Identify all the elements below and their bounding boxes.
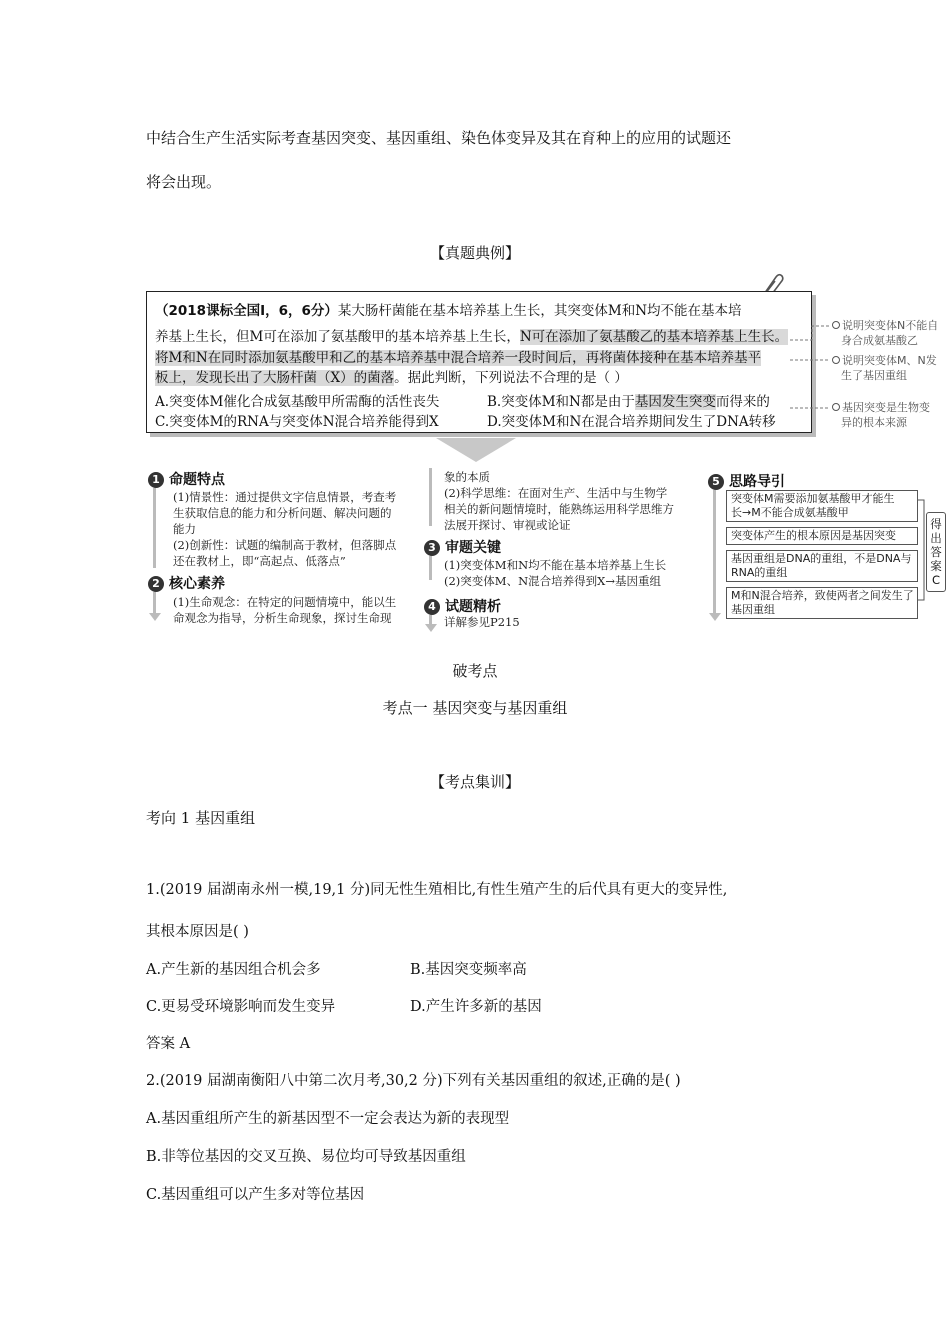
- guide-conclusion: 得出答案C: [926, 512, 946, 592]
- exam-source: （2018课标全国Ⅰ，6，6分）: [155, 303, 338, 319]
- guide-box-1: 突变体M需要添加氨基酸甲才能生 长→M不能合成氨基酸甲: [726, 490, 918, 522]
- question-1-stem-line-2: 其根本原因是( ): [146, 924, 249, 940]
- analysis-heading-1: 1 命题特点: [148, 469, 225, 489]
- question-2-option-b: B.非等位基因的交叉互换、易位均可导致基因重组: [146, 1149, 466, 1165]
- question-1-stem-line-1: 1.(2019 届湖南永州一模,19,1 分)同无性生殖相比,有性生殖产生的后代具有更大的变异性,: [146, 882, 728, 898]
- exam-stem-line-2: 养基上生长，但M可在添加了氨基酸甲的基本培养基上生长，: [155, 329, 520, 345]
- analysis-s2-continued: 象的本质 (2)科学思维：在面对生产、生活中与生物学 相关的新问题情境时，能熟练运用科学思维方 法展开探讨、审视或论证: [444, 470, 674, 532]
- note-dot-icon: [832, 403, 840, 411]
- exam-stem-line-1: 某大肠杆菌能在基本培养基上生长，其突变体M和N均不能在基本培: [337, 303, 742, 319]
- question-1-answer: 答案 A: [146, 1036, 191, 1052]
- guide-box-4: M和N混合培养，致使两者之间发生了 基因重组: [726, 587, 918, 619]
- analysis-heading-5: 5 思路导引: [708, 471, 785, 491]
- flow-line: [429, 556, 432, 580]
- analysis-s3-body: (1)突变体M和N均不能在基本培养基上生长 (2)突变体M、N混合培养得到X→基因重组: [444, 558, 667, 588]
- analysis-heading-4: 4 试题精析: [424, 596, 501, 616]
- side-note-3: 基因突变是生物变 异的根本来源: [832, 400, 930, 430]
- question-1-option-d: D.产生许多新的基因: [410, 999, 542, 1015]
- analysis-heading-2: 2 核心素养: [148, 573, 225, 593]
- section-training: 【考点集训】: [429, 773, 520, 791]
- flow-line: [429, 468, 432, 526]
- exam-option-a: A.突变体M催化合成氨基酸甲所需酶的活性丧失: [155, 394, 440, 410]
- analysis-s4-body: 详解参见P215: [444, 615, 520, 629]
- note-dot-icon: [832, 356, 840, 364]
- flow-line: [153, 592, 156, 614]
- side-note-2: 说明突变体M、N发 生了基因重组: [832, 353, 937, 383]
- exam-highlight-mix: 将M和N在同时添加氨基酸甲和乙的基本培养基中混合培养一段时间后，再将菌体接种在基本培养基平: [155, 350, 762, 366]
- flow-line: [153, 488, 156, 568]
- heading-kaodian-one: 考点一 基因突变与基因重组: [382, 699, 568, 717]
- guide-box-2: 突变体产生的根本原因是基因突变: [726, 527, 918, 545]
- flow-arrow-icon: [709, 613, 721, 621]
- flow-arrow-icon: [425, 624, 437, 632]
- direction-1-title: 考向 1 基因重组: [146, 809, 256, 827]
- exam-highlight-n: N可在添加了氨基酸乙的基本培养基上生长。: [519, 329, 789, 345]
- intro-line-2: 将会出现。: [146, 173, 222, 191]
- exam-option-b-part2: 而得来的: [715, 394, 770, 410]
- section-exam-example: 【真题典例】: [429, 244, 520, 262]
- question-2-stem: 2.(2019 届湖南衡阳八中第二次月考,30,2 分)下列有关基因重组的叙述,正确的是( ): [146, 1073, 681, 1089]
- arrow-down-icon: [436, 438, 516, 464]
- question-2-option-a: A.基因重组所产生的新基因型不一定会表达为新的表现型: [146, 1111, 510, 1127]
- analysis-s1-body: (1)情景性：通过提供文字信息情景，考查考 生获取信息的能力和分析问题、解决问题的 能力 (2)创新性：试题的编制高于教材，但落脚点 还在教材上，即“高起点、低落点”: [173, 490, 397, 568]
- note-dot-icon: [832, 321, 840, 329]
- heading-break-points: 破考点: [452, 662, 498, 680]
- exam-option-d: D.突变体M和N在混合培养期间发生了DNA转移: [487, 414, 776, 430]
- exam-highlight-mutation: 基因发生突变: [634, 394, 716, 410]
- exam-option-b-part1: B.突变体M和N都是由于: [487, 394, 635, 410]
- exam-stem-line-4: 。据此判断，下列说法不合理的是（ ）: [394, 370, 628, 386]
- exam-option-c: C.突变体M的RNA与突变体N混合培养能得到X: [155, 414, 439, 430]
- exam-question-box: [146, 291, 812, 433]
- exam-highlight-colony: 板上，发现长出了大肠杆菌（X）的菌落: [155, 370, 395, 386]
- analysis-s2-body: (1)生命观念：在特定的问题情境中，能以生 命观念为指导，分析生命现象，探讨生命现: [173, 595, 397, 625]
- question-2-option-c: C.基因重组可以产生多对等位基因: [146, 1187, 365, 1203]
- exam-option-b: [487, 390, 770, 410]
- analysis-heading-3: 3 审题关键: [424, 537, 501, 557]
- side-note-1: 说明突变体N不能自 身合成氨基酸乙: [832, 318, 938, 348]
- flow-arrow-icon: [149, 613, 161, 621]
- guide-box-3: 基因重组是DNA的重组，不是DNA与 RNA的重组: [726, 550, 918, 582]
- question-1-option-c: C.更易受环境影响而发生变异: [146, 999, 336, 1015]
- flow-line: [713, 490, 716, 614]
- question-1-option-b: B.基因突变频率高: [410, 962, 527, 978]
- intro-line-1: 中结合生产生活实际考查基因突变、基因重组、染色体变异及其在育种上的应用的试题还: [146, 129, 732, 147]
- question-1-option-a: A.产生新的基因组合机会多: [146, 962, 321, 978]
